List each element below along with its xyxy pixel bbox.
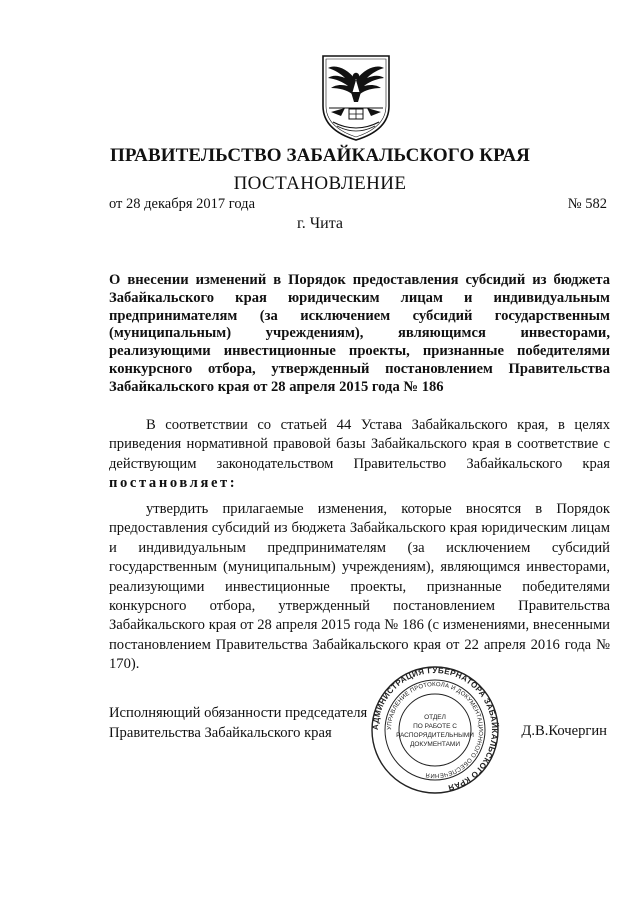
signatory-name: Д.В.Кочергин: [521, 723, 607, 739]
stamp-center-line-1: ОТДЕЛ: [424, 714, 446, 721]
document-date: от 28 декабря 2017 года: [109, 196, 255, 212]
document-number: № 582: [567, 196, 607, 212]
decree-body: утвердить прилагаемые изменения, которые вносятся в Порядок предоставления субсидий из бюджета Забайкальского края юридическим лицам и индивидуальным предпринимателям (за исключением субсидий государственным (муниципальным) учреждениям), являющимся инвесторами, реализующими инвестиционные проекты, признанные победителями конкурсного отбора, утвержденный постановлением Правительства Забайкальского края от 28 апреля 2015 года № 186 (с изменениями, внесенными постановлением Правительства Забайкальского края от 22 апреля 2016 года № 170).: [109, 501, 610, 673]
document-city: г. Чита: [296, 215, 343, 232]
signatory-position-line-2: Правительства Забайкальского края: [109, 724, 332, 741]
svg-text:УПРАВЛЕНИЕ ПРОТОКОЛА И ДОКУМЕН: [387, 682, 483, 778]
official-stamp: [370, 665, 500, 795]
document-heading: О внесении изменений в Порядок предоставления субсидий из бюджета Забайкальского края юридическим лицам и индивидуальным предпринимателям (за исключением субсидий государственным (муниципальным) учреждениям), являющимся инвесторами, реализующими инвестиционные проекты, признанные победителями конкурсного отбора, утвержденный постановлением Правительства Забайкальского края от 28 апреля 2015 года № 186: [109, 272, 610, 395]
document-type: ПОСТАНОВЛЕНИЕ: [233, 173, 407, 194]
preamble-paragraph: [109, 416, 610, 494]
stamp-center-line-3: РАСПОРЯДИТЕЛЬНЫМИ: [396, 732, 474, 739]
government-title: ПРАВИТЕЛЬСТВО ЗАБАЙКАЛЬСКОГО КРАЯ: [109, 145, 530, 166]
coat-of-arms-eagle-icon: [319, 54, 393, 142]
stamp-inner-text: УПРАВЛЕНИЕ ПРОТОКОЛА И ДОКУМЕНТАЦИОННОГО ОБЕСПЕЧЕНИЯ: [386, 681, 484, 779]
preamble-text: В соответствии со статьей 44 Устава Забайкальского края, в целях приведения нормативной правовой базы Забайкальского края в соответствие с действующим законодательством Правительство Забайкальского края: [109, 417, 610, 472]
signatory-position: [109, 704, 367, 743]
stamp-center-line-4: ДОКУМЕНТАМИ: [409, 741, 461, 748]
decree-word: постановляет:: [109, 475, 238, 492]
stamp-center-line-2: ПО РАБОТЕ С: [413, 723, 457, 730]
signatory-position-line-1: Исполняющий обязанности председателя: [109, 705, 368, 721]
stamp-outer-text: АДМИНИСТРАЦИЯ ГУБЕРНАТОРА ЗАБАЙКАЛЬСКОГО КРАЯ: [370, 665, 500, 793]
